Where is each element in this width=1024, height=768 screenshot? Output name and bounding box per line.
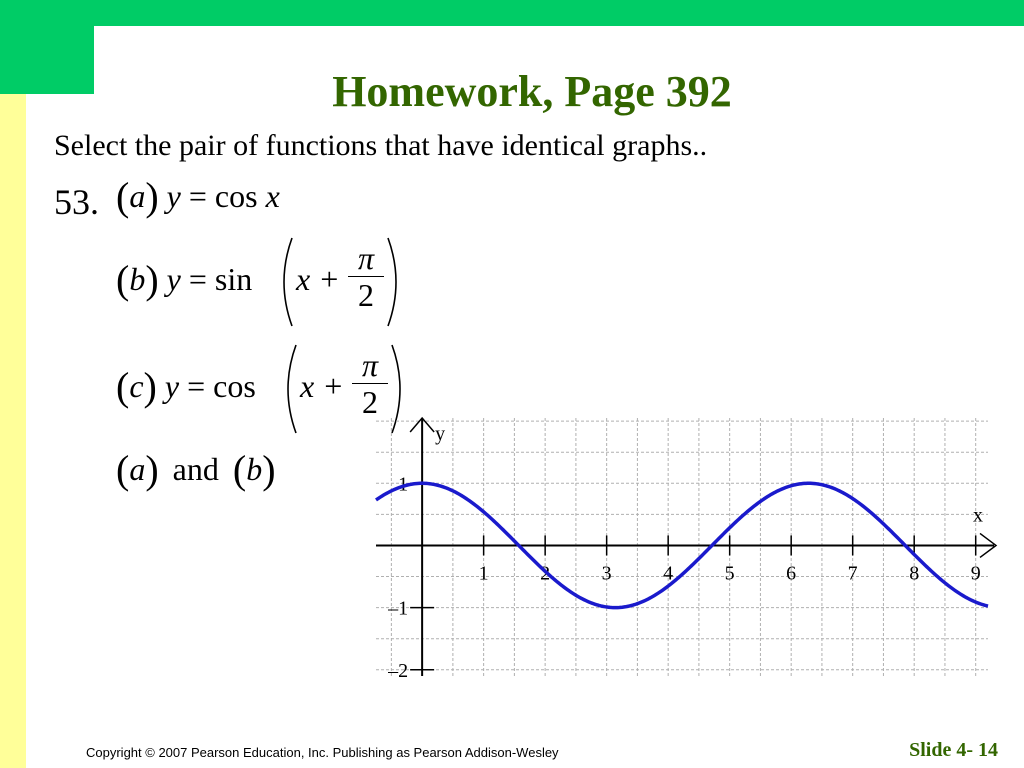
big-open-paren [278,343,300,435]
var-y: y [164,368,180,404]
cosine-graph [360,410,1000,680]
y-tick-label: –2 [388,659,409,680]
answer-second: b [246,451,263,487]
function-name: cos [214,178,258,214]
x-tick-label: 4 [663,562,674,585]
y-axis-label: y [435,423,446,445]
option-a [116,176,280,217]
var-y: y [166,178,181,214]
problem-number: 53. [54,182,99,222]
x-tick-label: 3 [601,562,612,585]
equals-sign: = [188,261,207,297]
answer-joiner: and [172,451,219,487]
x-tick-label: 6 [786,562,797,585]
var-y: y [166,261,181,297]
close-paren: ) [143,364,157,409]
slide-title: Homework, Page 392 [332,67,732,116]
close-paren: ) [145,447,159,492]
side-accent-bar [0,94,26,768]
function-name: sin [214,261,253,297]
function-arg: x [265,178,280,214]
option-letter: b [129,261,146,297]
x-tick-label: 9 [970,562,981,585]
fraction-denominator: 2 [358,277,374,313]
open-paren: ( [116,447,130,492]
x-tick-label: 8 [909,562,920,585]
pi-over-2-fraction [348,240,384,313]
slide-number: Slide 4- 14 [909,739,998,761]
answer-line [116,449,276,490]
equals-sign: = [188,178,207,214]
option-letter: c [129,368,144,404]
argument-lead: x + [296,261,340,297]
fraction-numerator: π [357,240,375,276]
y-tick-label: 1 [398,473,409,496]
option-letter: a [129,178,146,214]
fraction-denominator: 2 [362,384,378,420]
x-axis-label: x [973,504,983,527]
answer-first: a [129,451,146,487]
fraction-numerator: π [361,347,379,383]
x-tick-label: 1 [478,562,489,585]
x-tick-label: 5 [724,562,735,585]
function-name: cos [213,368,256,404]
option-b [116,236,406,328]
close-paren: ) [145,174,159,219]
big-close-paren [384,236,406,328]
open-paren: ( [116,364,130,409]
open-paren: ( [116,174,130,219]
y-tick-label: –1 [388,597,409,620]
footer-copyright: Copyright © 2007 Pearson Education, Inc. Publishing as Pearson Addison-Wesley [86,745,559,760]
x-tick-label: 7 [847,562,858,585]
close-paren: ) [262,447,276,492]
top-accent-bar [0,0,1024,26]
argument-lead: x + [300,368,344,404]
close-paren: ) [145,257,159,302]
open-paren: ( [232,447,247,492]
problem-prompt: Select the pair of functions that have identical graphs.. [54,129,708,162]
equals-sign: = [187,368,206,404]
big-open-paren [274,236,296,328]
open-paren: ( [116,257,130,302]
x-tick-label: 2 [540,562,551,585]
